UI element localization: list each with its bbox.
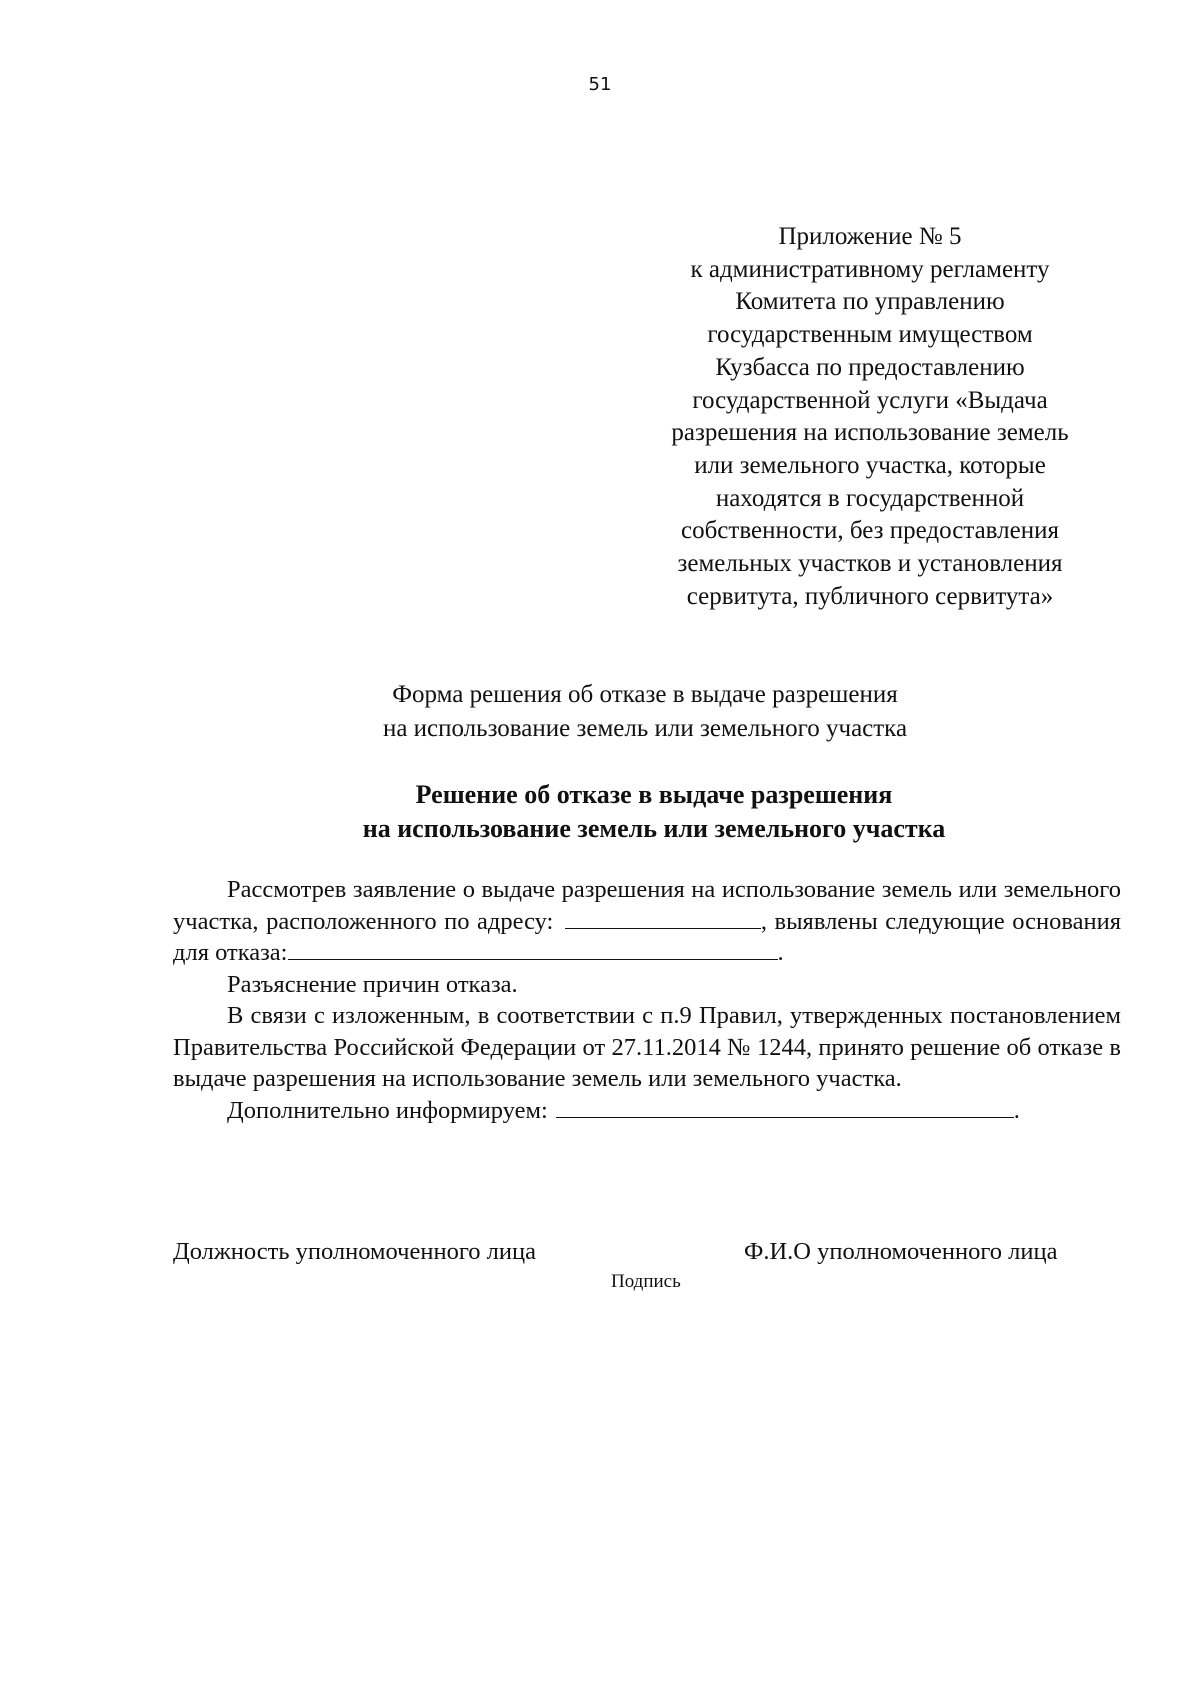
appendix-line: сервитута, публичного сервитута» [686,582,1054,610]
appendix-line: государственной услуги «Выдача [692,386,1048,414]
additional-info-blank-field[interactable] [556,1095,1014,1118]
appendix-line: государственным имуществом [707,321,1033,349]
paragraph-review [173,874,1121,969]
page-number: 51 [588,74,612,95]
paragraph-text: , выявлены следующие основания для отказа: [173,907,1121,966]
paragraph-text: Рассмотрев заявление о выдаче разрешения на использование земель или земельного участка, расположенного по адресу: [173,876,1121,935]
form-caption [0,678,1200,746]
appendix-line: разрешения на использование земель [671,419,1069,447]
appendix-line: Приложение № 5 [778,223,962,250]
appendix-line: к административному регламенту [690,255,1050,283]
paragraph-text: Дополнительно информируем: [227,1096,548,1124]
paragraph-text: Разъяснение причин отказа. [227,970,518,998]
appendix-line: находятся в государственной [715,484,1025,512]
paragraph-additional-info [173,1095,1121,1127]
paragraph-text: В связи с изложенным, в соответствии с п.9 Правил, утвержденных постановлением Правительства Российской Федерации от 27.11.2014 № 1244, принято решение об отказе в выдаче разрешения на использование земель или земельного участка. [173,1002,1121,1092]
appendix-header [660,221,1080,613]
reasons-blank-field[interactable] [288,937,778,960]
paragraph-explanation [173,969,1121,1001]
appendix-line: земельных участков и установления [677,550,1063,578]
paragraph-text: . [1013,1096,1020,1124]
appendix-line: Кузбасса по предоставлению [715,353,1025,381]
form-caption-line: Форма решения об отказе в выдаче разрешения [392,681,898,708]
paragraph-text: . [777,939,784,966]
address-blank-field[interactable] [565,906,761,929]
authorized-person-name-label: Ф.И.О уполномоченного лица [744,1238,1058,1265]
form-caption-line: на использование земель или земельного участка [382,715,908,742]
signature-label: Подпись [611,1271,681,1292]
document-title-line: Решение об отказе в выдаче разрешения [415,780,893,809]
appendix-line: собственности, без предоставления [680,517,1059,545]
paragraph-decision [173,1000,1121,1095]
appendix-line: Комитета по управлению [735,288,1005,316]
authorized-person-position-label: Должность уполномоченного лица [173,1238,536,1265]
document-title-line: на использование земель или земельного участка [362,814,946,843]
appendix-line: или земельного участка, которые [694,451,1046,479]
document-body [173,874,1121,1126]
document-title [0,778,1200,846]
